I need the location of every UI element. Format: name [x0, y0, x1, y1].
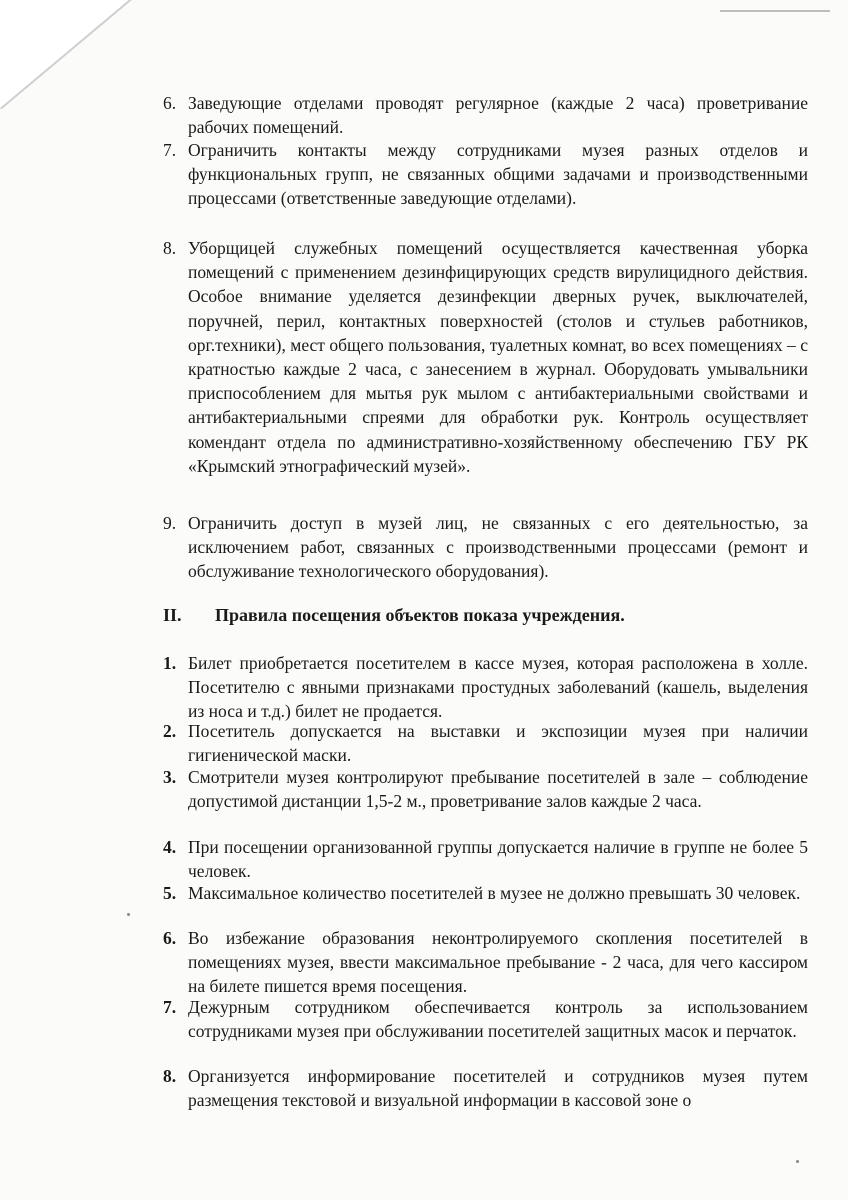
list-item-number: 1.	[163, 653, 177, 673]
list-item-text: Уборщицей служебных помещений осуществляется качественная уборка помещений с применением дезинфицирующих средств вирулицидного действия. Особое внимание уделяется дезинфекции дверных ручек, выключателей, поручней, перил, контактных поверхностей (столов и стульев работников, орг.техники), мест общего пользования, туалетных комнат, во всех помещениях – с кратностью каждые 2 часа, с занесением в журнал. Оборудовать умывальники приспособлением для мытья рук мылом с антибактериальными свойствами и антибактериальными спреями для обработки рук. Контроль осуществляет комендант отдела по административно-хозяйственному обеспечению ГБУ РК «Крымский этнографический музей».	[188, 238, 808, 476]
list-item-text: Ограничить доступ в музей лиц, не связанных с его деятельностью, за исключением работ, связанных с производственными процессами (ремонт и обслуживание технологического оборудования).	[188, 513, 808, 582]
list2-item-8	[163, 1064, 808, 1112]
list2-item-2	[163, 719, 808, 767]
scan-speck	[796, 1160, 799, 1163]
scan-speck	[127, 913, 130, 916]
list2-item-5	[163, 881, 808, 905]
list1-item-9	[163, 511, 808, 584]
list-item-text: Максимальное количество посетителей в музее не должно превышать 30 человек.	[188, 883, 801, 903]
list2-item-7	[163, 995, 808, 1043]
list-item-number: 8.	[163, 238, 177, 258]
list-item-number: 6.	[163, 928, 177, 948]
list-item-text: Билет приобретается посетителем в кассе музея, которая расположена в холле. Посетителю с явными признаками простудных заболеваний (кашель, выделения из носа и т.д.) билет не продается.	[188, 653, 808, 722]
list-item-number: 3.	[163, 767, 177, 787]
list-item-number: 8.	[163, 1066, 177, 1086]
list-item-text: Смотрители музея контролируют пребывание посетителей в зале – соблюдение допустимой дистанции 1,5-2 м., проветривание залов каждые 2 часа.	[188, 767, 808, 812]
list1-item-8	[163, 236, 808, 478]
list2-item-1	[163, 651, 808, 724]
list1-item-6	[163, 91, 808, 139]
section-number: II.	[163, 605, 182, 625]
list1-item-7	[163, 138, 808, 211]
list2-item-4	[163, 835, 808, 883]
list-item-text: Во избежание образования неконтролируемого скопления посетителей в помещениях музея, ввести максимальное пребывание - 2 часа, для чего кассиром на билете пишется время посещения.	[188, 928, 808, 997]
list-item-number: 7.	[163, 997, 177, 1017]
list-item-number: 7.	[163, 140, 177, 160]
section-title: Правила посещения объектов показа учреждения.	[215, 605, 625, 625]
list-item-number: 6.	[163, 93, 177, 113]
list-item-text: При посещении организованной группы допускается наличие в группе не более 5 человек.	[188, 837, 808, 882]
list-item-text: Организуется информирование посетителей и сотрудников музея путем размещения текстовой и визуальной информации в кассовой зоне о	[188, 1066, 808, 1111]
list2-item-3	[163, 765, 808, 813]
list-item-number: 5.	[163, 883, 177, 903]
list-item-text: Заведующие отделами проводят регулярное (каждые 2 часа) проветривание рабочих помещений.	[188, 93, 808, 138]
scan-mark	[720, 10, 830, 12]
list-item-number: 9.	[163, 513, 177, 533]
list-item-number: 4.	[163, 837, 177, 857]
list-item-number: 2.	[163, 721, 177, 741]
list-item-text: Посетитель допускается на выставки и экспозиции музея при наличии гигиенической маски.	[188, 721, 808, 766]
list-item-text: Ограничить контакты между сотрудниками музея разных отделов и функциональных групп, не связанных общими задачами и производственными процессами (ответственные заведующие отделами).	[188, 140, 808, 209]
list2-item-6	[163, 926, 808, 999]
list-item-text: Дежурным сотрудником обеспечивается контроль за использованием сотрудниками музея при обслуживании посетителей защитных масок и перчаток.	[188, 997, 808, 1042]
